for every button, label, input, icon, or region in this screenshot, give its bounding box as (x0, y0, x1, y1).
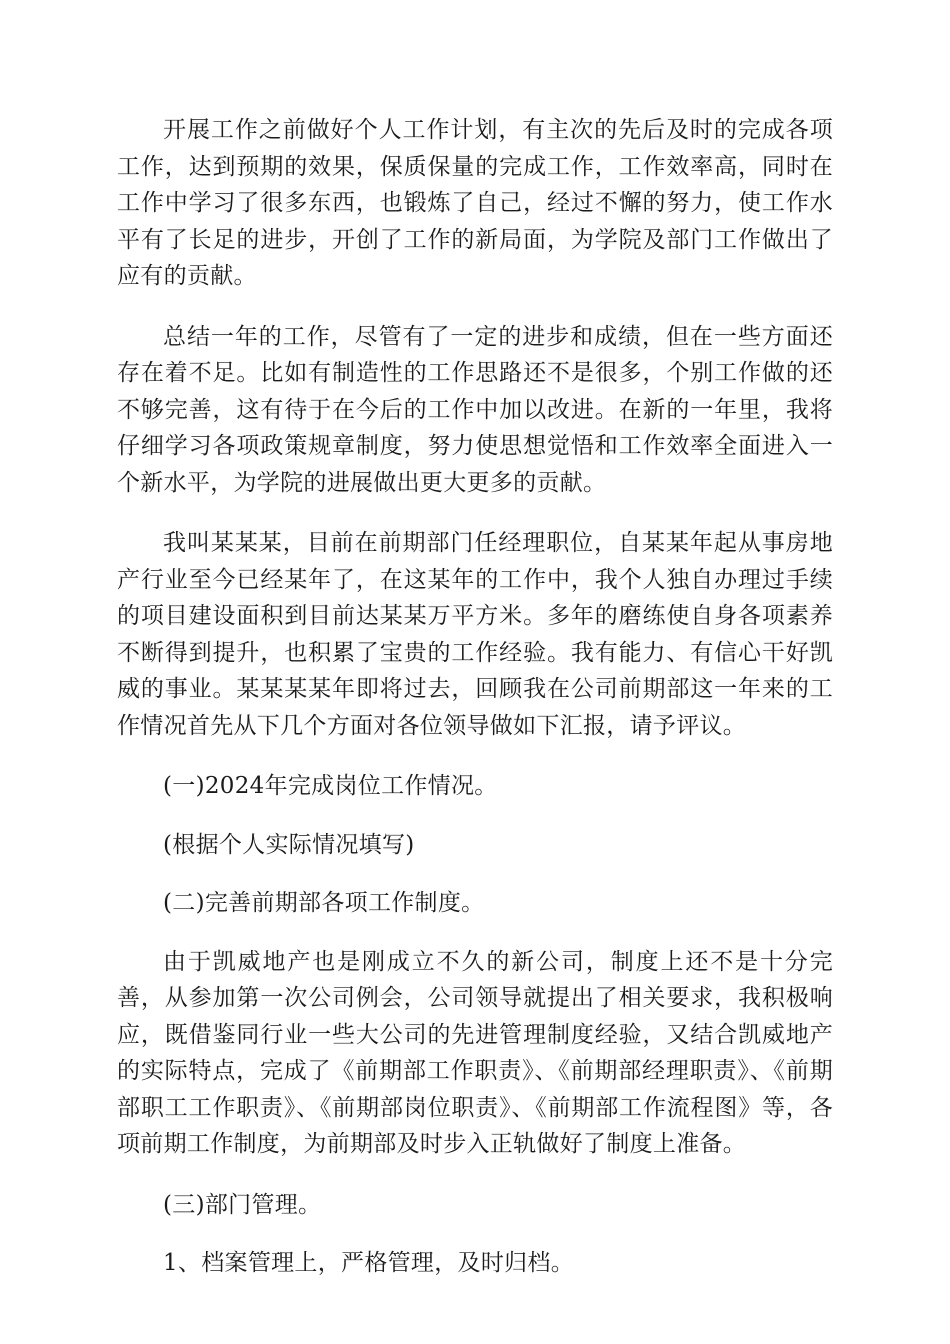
document-page (117, 112, 833, 1304)
list-item-archive-management: 1、档案管理上，严格管理，及时归档。 (163, 1250, 575, 1276)
paragraph-year-summary: 总结一年的工作，尽管有了一定的进步和成绩，但在一些方面还存在着不足。比如有制造性的工作思路还不是很多，个别工作做的还不够完善，这有待于在今后的工作中加以改进。在新的一年里，我将仔细学习各项政策规章制度，努力使思想觉悟和工作效率全面进入一个新水平，为学院的进展做出更大更多的贡献。 (117, 323, 833, 496)
note-fill-in: (根据个人实际情况填写) (163, 831, 415, 858)
section-heading-one: (一)2024年完成岗位工作情况。 (163, 773, 498, 799)
section-heading-three: (三)部门管理。 (163, 1191, 322, 1218)
paragraph-work-plan: 开展工作之前做好个人工作计划，有主次的先后及时的完成各项工作，达到预期的效果，保质保量的完成工作，工作效率高，同时在工作中学习了很多东西，也锻炼了自己，经过不懈的努力，使工作水平有了长足的进步，开创了工作的新局面，为学院及部门工作做出了应有的贡献。 (117, 117, 833, 289)
section-heading-two: (二)完善前期部各项工作制度。 (163, 890, 485, 916)
paragraph-systems: 由于凯威地产也是刚成立不久的新公司，制度上还不是十分完善，从参加第一次公司例会，公司领导就提出了相关要求，我积极响应，既借鉴同行业一些大公司的先进管理制度经验，又结合凯威地产的实际特点，完成了《前期部工作职责》、《前期部经理职责》、《前期部职工工作职责》、《前期部岗位职责》、《前期部工作流程图》等，各项前期工作制度，为前期部及时步入正轨做好了制度上准备。 (117, 948, 833, 1157)
paragraph-self-introduction: 我叫某某某，目前在前期部门任经理职位，自某某年起从事房地产行业至今已经某年了，在这某年的工作中，我个人独自办理过手续的项目建设面积到目前达某某万平方米。多年的磨练使自身各项素养不断得到提升，也积累了宝贵的工作经验。我有能力、有信心干好凯威的事业。某某某某年即将过去，回顾我在公司前期部这一年来的工作情况首先从下几个方面对各位领导做如下汇报，请予评议。 (117, 530, 833, 739)
